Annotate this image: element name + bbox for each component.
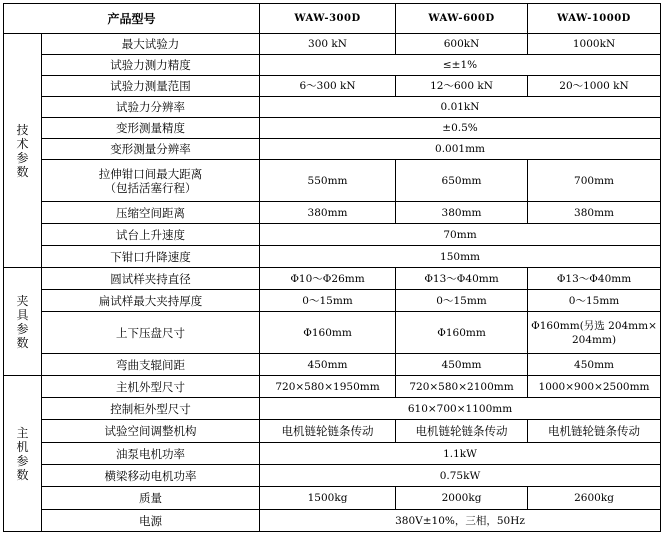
row-value: 0.75kW — [260, 465, 661, 487]
row-value: 380V±10%，三相，50Hz — [260, 510, 661, 532]
row-label: 试验空间调整机构 — [42, 420, 260, 443]
row-value: 380mm — [260, 202, 396, 224]
row-value: 1500kg — [260, 487, 396, 510]
row-value: 550mm — [260, 160, 396, 202]
table-row — [4, 376, 661, 398]
table-row — [4, 290, 661, 312]
value-line-1: Φ160mm(另选 204mm× — [531, 319, 657, 332]
row-value: ≤±1% — [260, 55, 661, 76]
table-row — [4, 55, 661, 76]
row-label-line-2: （包括活塞行程） — [104, 180, 197, 195]
row-label: 控制柜外型尺寸 — [42, 398, 260, 420]
row-label: 电源 — [42, 510, 260, 532]
table-row — [4, 510, 661, 532]
row-label: 试验力测力精度 — [42, 55, 260, 76]
row-value: 1.1kW — [260, 443, 661, 465]
row-label: 压缩空间距离 — [42, 202, 260, 224]
row-value: 600kN — [396, 34, 528, 55]
table-row — [4, 224, 661, 246]
row-value: Φ13～Φ40mm — [396, 268, 528, 290]
table-row — [4, 268, 661, 290]
row-value: 2600kg — [528, 487, 661, 510]
table-row — [4, 139, 661, 160]
row-value: ±0.5% — [260, 118, 661, 139]
row-value-multiline — [528, 312, 661, 354]
table-row — [4, 312, 661, 354]
row-value: 电机链轮链条传动 — [260, 420, 396, 443]
row-value: 610×700×1100mm — [260, 398, 661, 420]
row-label: 试验力分辨率 — [42, 97, 260, 118]
row-value: 720×580×2100mm — [396, 376, 528, 398]
model-header-2: WAW-600D — [396, 4, 528, 34]
row-value: 300 kN — [260, 34, 396, 55]
row-value: 450mm — [528, 354, 661, 376]
row-value: 2000kg — [396, 487, 528, 510]
table-row — [4, 34, 661, 55]
row-value: 720×580×1950mm — [260, 376, 396, 398]
row-value: 0～15mm — [528, 290, 661, 312]
row-value: Φ10～Φ26mm — [260, 268, 396, 290]
row-value: 700mm — [528, 160, 661, 202]
row-label: 下钳口升降速度 — [42, 246, 260, 268]
row-label: 变形测量分辨率 — [42, 139, 260, 160]
row-value: 0～15mm — [260, 290, 396, 312]
model-header-1: WAW-300D — [260, 4, 396, 34]
row-value: 0～15mm — [396, 290, 528, 312]
row-value: Φ13～Φ40mm — [528, 268, 661, 290]
row-value: 0.001mm — [260, 139, 661, 160]
table-row — [4, 202, 661, 224]
row-label: 主机外型尺寸 — [42, 376, 260, 398]
row-value: 70mm — [260, 224, 661, 246]
table-row — [4, 246, 661, 268]
table-row — [4, 118, 661, 139]
value-line-2: 204mm) — [571, 333, 617, 346]
category-main: 主 机 参 数 — [4, 376, 42, 532]
row-label: 上下压盘尺寸 — [42, 312, 260, 354]
row-label: 圆试样夹持直径 — [42, 268, 260, 290]
row-value: Φ160mm — [396, 312, 528, 354]
table-row — [4, 465, 661, 487]
row-value: 电机链轮链条传动 — [528, 420, 661, 443]
table-row — [4, 76, 661, 97]
table-row — [4, 487, 661, 510]
model-header-3: WAW-1000D — [528, 4, 661, 34]
category-technical: 技 术 参 数 — [4, 34, 42, 268]
row-value: 380mm — [396, 202, 528, 224]
table-row — [4, 398, 661, 420]
product-model-header: 产品型号 — [4, 4, 260, 34]
table-row — [4, 354, 661, 376]
row-value: 450mm — [260, 354, 396, 376]
table-row — [4, 420, 661, 443]
row-value: 1000×900×2500mm — [528, 376, 661, 398]
row-value: 150mm — [260, 246, 661, 268]
row-label: 试台上升速度 — [42, 224, 260, 246]
row-value: 450mm — [396, 354, 528, 376]
row-value: 380mm — [528, 202, 661, 224]
table-row — [4, 160, 661, 202]
row-value: 6～300 kN — [260, 76, 396, 97]
row-label: 油泵电机功率 — [42, 443, 260, 465]
row-label-line-1: 拉伸钳口间最大距离 — [98, 166, 203, 181]
row-label-multiline — [42, 160, 260, 202]
row-value: 电机链轮链条传动 — [396, 420, 528, 443]
row-value: 650mm — [396, 160, 528, 202]
row-label: 变形测量精度 — [42, 118, 260, 139]
row-label: 扁试样最大夹持厚度 — [42, 290, 260, 312]
row-value: 1000kN — [528, 34, 661, 55]
row-value: 0.01kN — [260, 97, 661, 118]
row-label: 弯曲支辊间距 — [42, 354, 260, 376]
row-label: 试验力测量范围 — [42, 76, 260, 97]
row-value: 20～1000 kN — [528, 76, 661, 97]
row-label: 横梁移动电机功率 — [42, 465, 260, 487]
table-row — [4, 97, 661, 118]
row-label: 质量 — [42, 487, 260, 510]
category-fixture: 夹 具 参 数 — [4, 268, 42, 376]
row-value: 12～600 kN — [396, 76, 528, 97]
header-row — [4, 4, 661, 34]
row-label: 最大试验力 — [42, 34, 260, 55]
row-value: Φ160mm — [260, 312, 396, 354]
spec-table — [3, 3, 661, 532]
table-row — [4, 443, 661, 465]
